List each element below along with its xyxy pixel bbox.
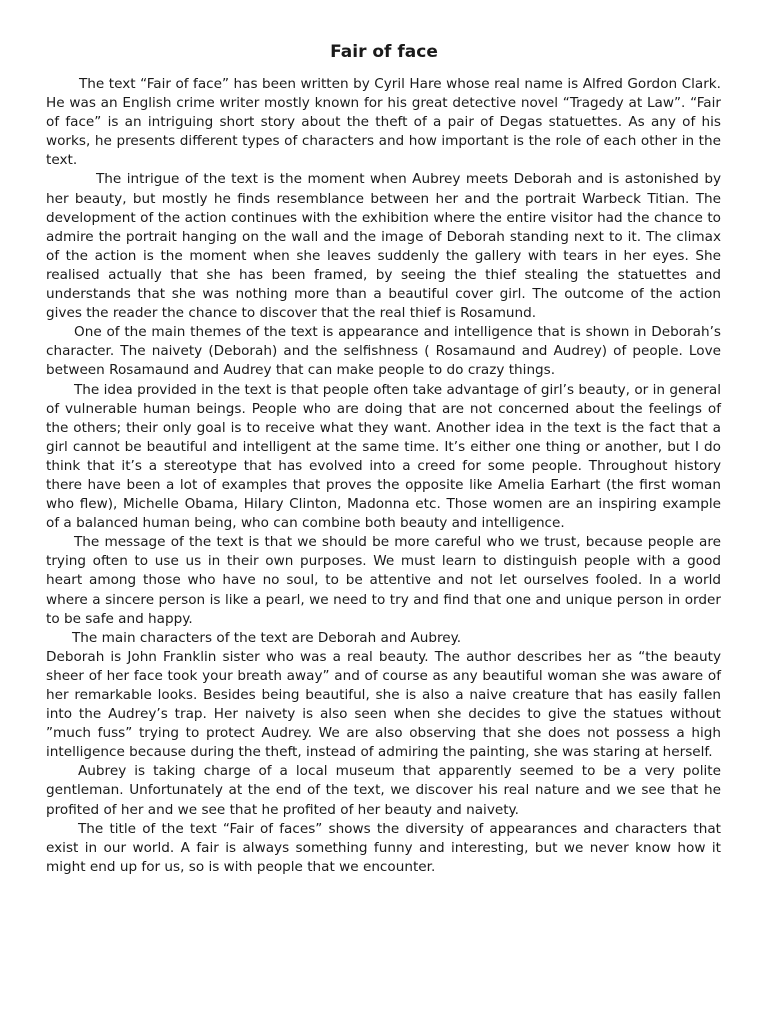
paragraph-aubrey: Aubrey is taking charge of a local museum that apparently seemed to be a very polite gentleman. Unfortunately at the end of the text, we discover his real nature and we see that he profited of her and we see that he profited of her beauty and naivety.	[46, 763, 721, 818]
paragraph-themes: One of the main themes of the text is appearance and intelligence that is shown in Deborah’s character. The naivety (Deborah) and the selfishness ( Rosamaund and Audrey) of people. Love between Rosamaund and Audrey that can make people to do crazy things.	[46, 324, 721, 379]
paragraph-message: The message of the text is that we should be more careful who we trust, because people are trying often to use us in their own purposes. We must learn to distinguish people with a good heart among those who have no soul, to be attentive and not let ourselves fooled. In a world where a sincere person is like a pearl, we need to try and find that one and unique person in order to be safe and happy.	[46, 534, 721, 627]
paragraph-title-meaning: The title of the text “Fair of faces” shows the diversity of appearances and characters that exist in our world. A fair is always something funny and interesting, but we never know how it might end up for us, so is with people that we encounter.	[46, 820, 721, 875]
paragraph-deborah: Deborah is John Franklin sister who was a real beauty. The author describes her as “the beauty sheer of her face took your breath away” and of course as any beautiful woman she was aware of her remarkable looks. Besides being beautiful, she is also a naive creature that has easily fallen into the Audrey’s trap. Her naivety is also seen when she decides to give the statues without ”much fuss” trying to protect Audrey. We are also observing that she does not possess a high intelligence because during the theft, instead of admiring the painting, she was staring at herself.	[46, 648, 721, 761]
document-body	[46, 75, 721, 877]
paragraph-plot: The intrigue of the text is the moment when Aubrey meets Deborah and is astonished by her beauty, but mostly he finds resemblance between her and the portrait Warbeck Titian. The development of the action continues with the exhibition where the entire visitor had the chance to admire the portrait hanging on the wall and the image of Deborah standing next to it. The climax of the action is the moment when she leaves suddenly the gallery with tears in her eyes. She realised actually that she has been framed, by seeing the thief stealing the statuettes and understands that she was nothing more than a beautiful cover girl. The outcome of the action gives the reader the chance to discover that the real thief is Rosamund.	[46, 171, 721, 322]
paragraph-main-characters: The main characters of the text are Deborah and Aubrey.	[72, 629, 462, 646]
document-title: Fair of face	[330, 42, 438, 62]
paragraph-introduction: The text “Fair of face” has been written by Cyril Hare whose real name is Alfred Gordon Clark. He was an English crime writer mostly known for his great detective novel “Tragedy at Law”. “Fair of face” is an intriguing short story about the theft of a pair of Degas statuettes. As any of his works, he presents different types of characters and how important is the role of each other in the text.	[46, 76, 721, 169]
paragraph-ideas: The idea provided in the text is that people often take advantage of girl’s beauty, or in general of vulnerable human beings. People who are doing that are not concerned about the feelings of the others; their only goal is to receive what they want. Another idea in the text is the fact that a girl cannot be beautiful and intelligent at the same time. It’s either one thing or another, but I do think that it’s a stereotype that has evolved into a creed for some people. Throughout history there have been a lot of examples that proves the opposite like Amelia Earhart (the first woman who flew), Michelle Obama, Hilary Clinton, Madonna etc. Those women are an inspiring example of a balanced human being, who can combine both beauty and intelligence.	[46, 381, 721, 532]
